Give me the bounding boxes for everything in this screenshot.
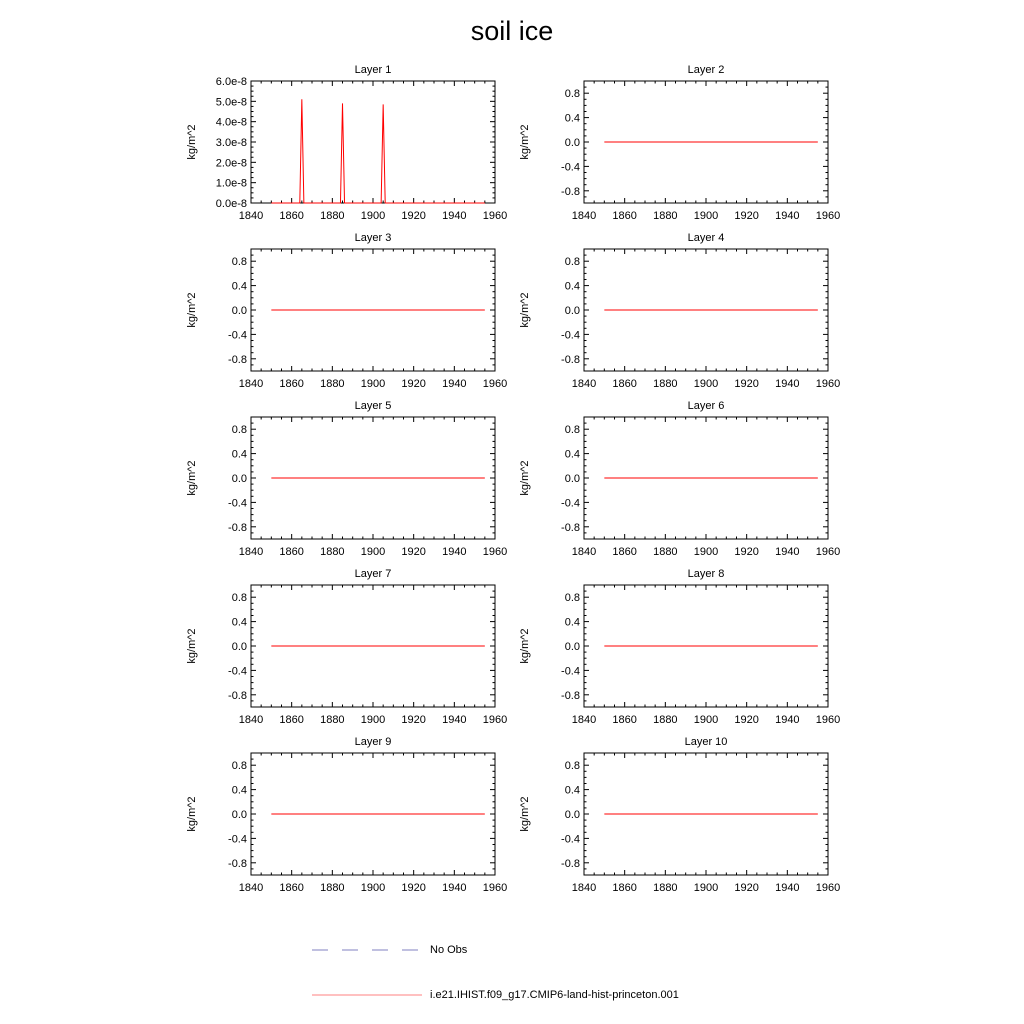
legend-item-no-obs <box>312 942 467 958</box>
x-tick-label: 1920 <box>401 546 426 558</box>
x-tick-label: 1840 <box>238 210 264 222</box>
x-tick-label: 1900 <box>360 210 386 222</box>
y-tick-label: 6.0e-8 <box>215 76 247 88</box>
y-tick-label: 5.0e-8 <box>215 96 247 109</box>
x-tick-label: 1900 <box>693 546 719 558</box>
y-tick-label: -0.8 <box>228 857 247 870</box>
y-tick-label: 0.8 <box>231 256 247 269</box>
y-tick-label: 0.8 <box>564 424 580 437</box>
x-tick-label: 1940 <box>442 882 467 894</box>
x-tick-label: 1840 <box>571 378 597 390</box>
y-tick-label: -0.8 <box>228 521 247 534</box>
y-tick-label: 0.0 <box>564 641 580 653</box>
x-tick-label: 1940 <box>442 378 467 390</box>
x-tick-label: 1900 <box>360 378 386 390</box>
x-tick-label: 1940 <box>442 210 467 222</box>
x-tick-label: 1860 <box>279 210 304 222</box>
y-tick-label: 1.0e-8 <box>215 177 247 190</box>
y-tick-label: 0.0e-8 <box>215 198 247 210</box>
figure-title: soil ice <box>470 16 554 46</box>
x-tick-label: 1860 <box>612 210 637 222</box>
legend-label-model: i.e21.IHIST.f09_g17.CMIP6-land-hist-princeton.001 <box>430 989 679 1001</box>
x-tick-label: 1900 <box>693 714 719 726</box>
x-tick-label: 1940 <box>442 714 467 726</box>
y-tick-label: -0.4 <box>561 497 580 510</box>
x-tick-label: 1920 <box>401 882 426 894</box>
y-tick-label: -0.4 <box>561 833 580 846</box>
y-tick-label: 0.8 <box>564 88 580 101</box>
y-tick-label: 0.4 <box>564 784 580 797</box>
y-tick-label: 0.8 <box>564 592 580 605</box>
panel-layer-5 <box>186 400 507 558</box>
y-tick-label: -0.8 <box>561 521 580 534</box>
y-axis-label: kg/m^2 <box>519 292 531 328</box>
x-tick-label: 1880 <box>653 714 678 726</box>
x-tick-label: 1920 <box>401 210 426 222</box>
y-axis-label: kg/m^2 <box>519 460 531 496</box>
legend-swatch-solid <box>312 987 422 1003</box>
y-tick-label: -0.4 <box>561 665 580 678</box>
x-tick-label: 1900 <box>693 882 719 894</box>
x-tick-label: 1860 <box>612 378 637 390</box>
x-tick-label: 1960 <box>482 210 508 222</box>
x-tick-label: 1860 <box>279 714 304 726</box>
x-tick-label: 1860 <box>612 546 637 558</box>
y-tick-label: -0.8 <box>228 689 247 702</box>
x-tick-label: 1840 <box>238 378 264 390</box>
x-tick-label: 1860 <box>612 882 637 894</box>
y-tick-label: -0.4 <box>561 329 580 342</box>
series-line-layer-1 <box>271 99 485 203</box>
y-tick-label: 0.0 <box>231 809 247 821</box>
y-tick-label: -0.4 <box>228 497 247 510</box>
x-tick-label: 1940 <box>775 378 800 390</box>
panel-title: Layer 10 <box>684 736 728 748</box>
y-axis-label: kg/m^2 <box>186 460 198 496</box>
x-tick-label: 1920 <box>401 378 426 390</box>
y-tick-label: 0.4 <box>231 280 247 293</box>
y-tick-label: 0.8 <box>231 424 247 437</box>
panel-layer-1 <box>186 64 507 222</box>
x-tick-label: 1940 <box>775 210 800 222</box>
panel-layer-6 <box>519 400 840 558</box>
panel-layer-2 <box>519 64 840 222</box>
y-tick-label: -0.4 <box>228 329 247 342</box>
x-tick-label: 1960 <box>482 546 508 558</box>
panel-title: Layer 5 <box>354 400 392 412</box>
y-axis-label: kg/m^2 <box>186 124 198 160</box>
y-tick-label: 0.4 <box>564 616 580 629</box>
x-tick-label: 1840 <box>571 210 597 222</box>
y-axis-label: kg/m^2 <box>186 796 198 832</box>
panel-title: Layer 4 <box>687 232 725 244</box>
x-tick-label: 1880 <box>320 546 345 558</box>
legend-item-model <box>312 987 679 1003</box>
x-tick-label: 1860 <box>279 882 304 894</box>
y-tick-label: 0.0 <box>231 305 247 317</box>
panel-title: Layer 8 <box>687 568 725 580</box>
y-tick-label: 0.4 <box>564 448 580 461</box>
y-tick-label: 0.4 <box>564 280 580 293</box>
x-tick-label: 1920 <box>734 378 759 390</box>
x-tick-label: 1840 <box>238 546 264 558</box>
panel-layer-7 <box>186 568 507 726</box>
y-tick-label: -0.8 <box>561 353 580 366</box>
x-tick-label: 1920 <box>734 714 759 726</box>
x-tick-label: 1880 <box>653 882 678 894</box>
legend-label-no-obs: No Obs <box>430 944 468 956</box>
x-tick-label: 1960 <box>482 882 508 894</box>
x-tick-label: 1900 <box>360 882 386 894</box>
y-axis-label: kg/m^2 <box>519 124 531 160</box>
panel-layer-9 <box>186 736 507 894</box>
x-tick-label: 1840 <box>571 546 597 558</box>
y-tick-label: 0.0 <box>564 305 580 317</box>
x-tick-label: 1960 <box>815 882 841 894</box>
x-tick-label: 1860 <box>279 546 304 558</box>
x-tick-label: 1920 <box>734 882 759 894</box>
x-tick-label: 1840 <box>238 714 264 726</box>
x-tick-label: 1880 <box>653 378 678 390</box>
x-tick-label: 1940 <box>775 882 800 894</box>
x-tick-label: 1940 <box>775 546 800 558</box>
legend-swatch-dashed <box>312 942 422 958</box>
x-tick-label: 1840 <box>571 882 597 894</box>
x-tick-label: 1940 <box>775 714 800 726</box>
x-tick-label: 1880 <box>320 210 345 222</box>
x-tick-label: 1920 <box>734 210 759 222</box>
x-tick-label: 1880 <box>320 714 345 726</box>
y-axis-label: kg/m^2 <box>519 628 531 664</box>
y-tick-label: -0.8 <box>561 689 580 702</box>
y-tick-label: -0.4 <box>228 833 247 846</box>
y-tick-label: 0.0 <box>231 641 247 653</box>
y-tick-label: 0.4 <box>564 112 580 125</box>
panel-title: Layer 3 <box>354 232 392 244</box>
panel-layer-10 <box>519 736 840 894</box>
x-tick-label: 1900 <box>360 714 386 726</box>
y-tick-label: -0.4 <box>561 161 580 174</box>
y-tick-label: -0.8 <box>561 185 580 198</box>
y-tick-label: 0.0 <box>231 473 247 485</box>
x-tick-label: 1960 <box>815 714 841 726</box>
x-tick-label: 1880 <box>653 546 678 558</box>
x-tick-label: 1960 <box>815 546 841 558</box>
panel-title: Layer 2 <box>687 64 725 76</box>
x-tick-label: 1880 <box>320 882 345 894</box>
panel-layer-4 <box>519 232 840 390</box>
x-tick-label: 1960 <box>482 714 508 726</box>
panel-title: Layer 9 <box>354 736 392 748</box>
y-tick-label: 0.4 <box>231 448 247 461</box>
y-tick-label: -0.8 <box>561 857 580 870</box>
plot-frame <box>251 81 495 203</box>
panel-title: Layer 7 <box>354 568 392 580</box>
y-tick-label: 0.4 <box>231 616 247 629</box>
panel-layer-3 <box>186 232 507 390</box>
x-tick-label: 1840 <box>571 714 597 726</box>
y-tick-label: 0.0 <box>564 473 580 485</box>
x-tick-label: 1960 <box>815 378 841 390</box>
x-tick-label: 1900 <box>360 546 386 558</box>
y-tick-label: 2.0e-8 <box>215 157 247 170</box>
panel-layer-8 <box>519 568 840 726</box>
x-tick-label: 1960 <box>815 210 841 222</box>
x-tick-label: 1860 <box>279 378 304 390</box>
y-axis-label: kg/m^2 <box>519 796 531 832</box>
x-tick-label: 1940 <box>442 546 467 558</box>
y-tick-label: 0.4 <box>231 784 247 797</box>
x-tick-label: 1960 <box>482 378 508 390</box>
y-tick-label: 4.0e-8 <box>215 116 247 129</box>
y-tick-label: 0.8 <box>564 760 580 773</box>
y-tick-label: -0.8 <box>228 353 247 366</box>
x-tick-label: 1860 <box>612 714 637 726</box>
y-tick-label: -0.4 <box>228 665 247 678</box>
x-tick-label: 1840 <box>238 882 264 894</box>
y-axis-label: kg/m^2 <box>186 292 198 328</box>
y-tick-label: 0.8 <box>231 760 247 773</box>
y-tick-label: 3.0e-8 <box>215 137 247 149</box>
y-tick-label: 0.0 <box>564 809 580 821</box>
panel-title: Layer 1 <box>354 64 392 76</box>
x-tick-label: 1900 <box>693 210 719 222</box>
y-tick-label: 0.0 <box>564 137 580 149</box>
x-tick-label: 1920 <box>734 546 759 558</box>
x-tick-label: 1880 <box>653 210 678 222</box>
x-tick-label: 1880 <box>320 378 345 390</box>
y-tick-label: 0.8 <box>564 256 580 269</box>
x-tick-label: 1900 <box>693 378 719 390</box>
y-axis-label: kg/m^2 <box>186 628 198 664</box>
x-tick-label: 1920 <box>401 714 426 726</box>
panel-title: Layer 6 <box>687 400 725 412</box>
y-tick-label: 0.8 <box>231 592 247 605</box>
